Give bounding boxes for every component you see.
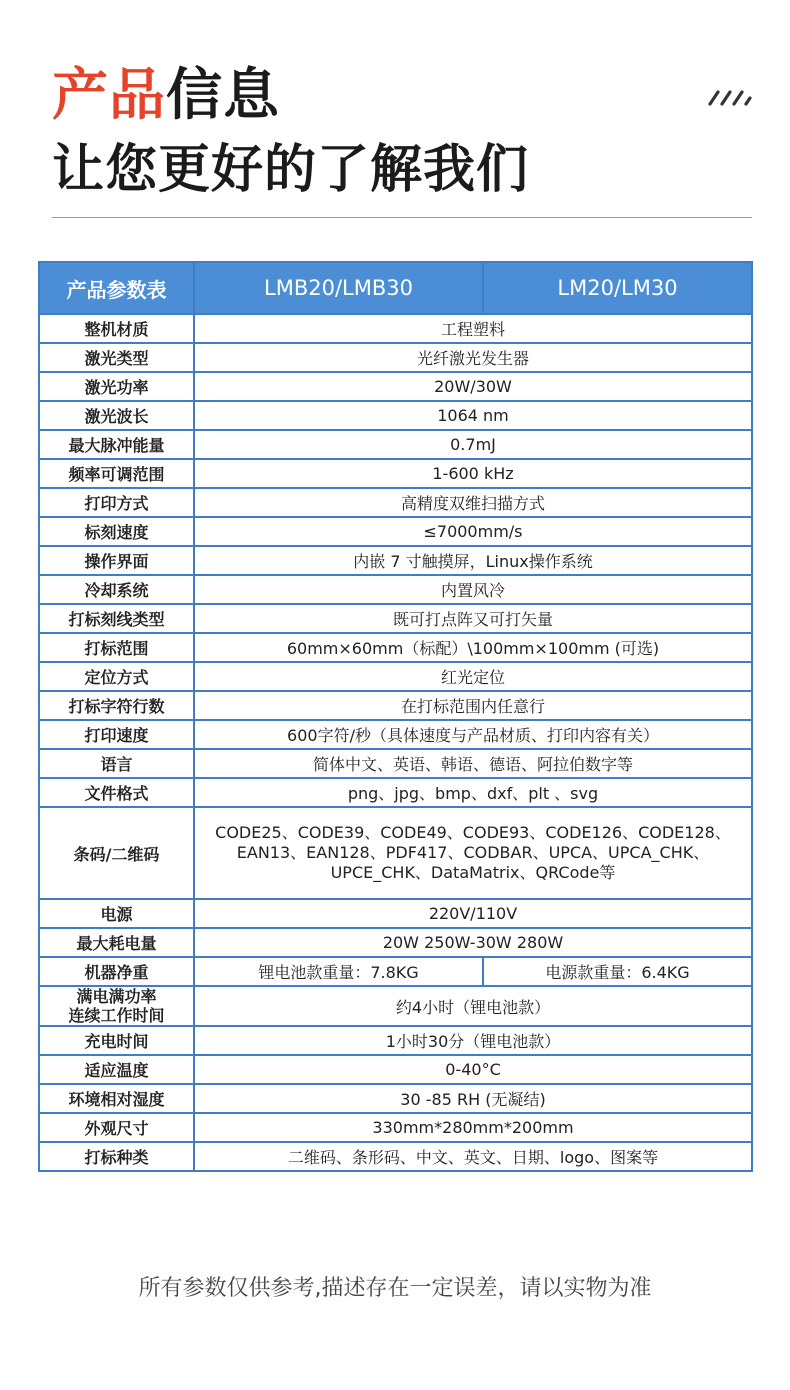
row-value: 光纤激光发生器 [194,343,752,372]
row-label: 打标刻线类型 [39,604,194,633]
row-label: 适应温度 [39,1055,194,1084]
table-row [39,1142,752,1171]
row-label: 最大耗电量 [39,928,194,957]
row-value-barcode [194,807,752,899]
row-value: 内嵌 7 寸触摸屏，Linux操作系统 [194,546,752,575]
table-row-barcode [39,807,752,899]
row-label: 语言 [39,749,194,778]
page-subtitle: 让您更好的了解我们 [52,140,530,200]
row-label: 激光类型 [39,343,194,372]
row-label: 条码/二维码 [39,807,194,899]
runtime-label-line: 连续工作时间 [68,1006,165,1025]
runtime-label-line: 满电满功率 [76,987,157,1006]
table-row [39,1055,752,1084]
row-label: 环境相对湿度 [39,1084,194,1113]
row-label: 打标种类 [39,1142,194,1171]
row-label: 打印方式 [39,488,194,517]
row-label: 外观尺寸 [39,1113,194,1142]
table-row-runtime [39,986,752,1026]
row-value: 20W 250W-30W 280W [194,928,752,957]
row-label: 电源 [39,899,194,928]
table-row [39,343,752,372]
row-value: 220V/110V [194,899,752,928]
table-row [39,899,752,928]
table-row [39,633,752,662]
row-value: 330mm*280mm*200mm [194,1113,752,1142]
row-value: 60mm×60mm（标配）\100mm×100mm (可选) [194,633,752,662]
divider [52,217,752,218]
table-row [39,546,752,575]
row-label: 充电时间 [39,1026,194,1055]
table-row [39,662,752,691]
barcode-line: UPCE_CHK、DataMatrix、QRCode等 [330,863,616,882]
table-row [39,1113,752,1142]
title-rest: 信息 [166,63,280,128]
row-value: 高精度双维扫描方式 [194,488,752,517]
row-label: 打印速度 [39,720,194,749]
table-row [39,575,752,604]
page-title [52,64,529,128]
row-label: 整机材质 [39,314,194,343]
row-value: 内置风冷 [194,575,752,604]
table-header-row [39,262,752,314]
table-row [39,1084,752,1113]
row-value: 既可打点阵又可打矢量 [194,604,752,633]
row-value: 0-40°C [194,1055,752,1084]
row-label: 打标字符行数 [39,691,194,720]
table-row [39,372,752,401]
table-row [39,401,752,430]
row-value: 约4小时（锂电池款） [194,986,752,1026]
row-value: 工程塑料 [194,314,752,343]
table-row [39,749,752,778]
table-row [39,928,752,957]
row-label: 定位方式 [39,662,194,691]
row-label: 激光功率 [39,372,194,401]
barcode-line: EAN13、EAN128、PDF417、CODBAR、UPCA、UPCA_CHK、 [236,843,710,862]
row-label: 标刻速度 [39,517,194,546]
row-value: 0.7mJ [194,430,752,459]
row-value: 1064 nm [194,401,752,430]
row-label: 最大脉冲能量 [39,430,194,459]
row-value: 1小时30分（锂电池款） [194,1026,752,1055]
row-value-weight-mains: 电源款重量：6.4KG [483,957,752,986]
row-label: 激光波长 [39,401,194,430]
spec-table [38,261,753,1172]
row-label: 打标范围 [39,633,194,662]
footnote: 所有参数仅供参考,描述存在一定误差，请以实物为准 [138,1276,652,1301]
table-row [39,691,752,720]
row-value: 红光定位 [194,662,752,691]
row-value: 二维码、条形码、中文、英文、日期、logo、图案等 [194,1142,752,1171]
header-cell-model-b: LM20/LM30 [483,262,752,314]
table-row [39,604,752,633]
row-value: ≤7000mm/s [194,517,752,546]
row-value: 30 -85 RH (无凝结) [194,1084,752,1113]
row-label: 机器净重 [39,957,194,986]
title-accent: 产品 [52,63,166,128]
row-value: 600字符/秒（具体速度与产品材质、打印内容有关） [194,720,752,749]
row-value: 在打标范围内任意行 [194,691,752,720]
row-label: 文件格式 [39,778,194,807]
triple-slash-icon [706,86,752,112]
header-cell-model-a: LMB20/LMB30 [194,262,483,314]
row-value: 20W/30W [194,372,752,401]
row-value-weight-battery: 锂电池款重量：7.8KG [194,957,483,986]
table-row [39,720,752,749]
row-value: 简体中文、英语、韩语、德语、阿拉伯数字等 [194,749,752,778]
table-row [39,517,752,546]
row-label: 冷却系统 [39,575,194,604]
table-row [39,459,752,488]
table-row [39,778,752,807]
row-value: 1-600 kHz [194,459,752,488]
header-cell-title: 产品参数表 [39,262,194,314]
table-row [39,430,752,459]
barcode-line: CODE25、CODE39、CODE49、CODE93、CODE126、CODE128、 [215,823,731,842]
table-row [39,314,752,343]
row-label: 频率可调范围 [39,459,194,488]
row-value: png、jpg、bmp、dxf、plt 、svg [194,778,752,807]
page-heading [52,64,529,202]
row-label-runtime [39,986,194,1026]
table-row [39,1026,752,1055]
row-label: 操作界面 [39,546,194,575]
table-row [39,488,752,517]
table-row-weight [39,957,752,986]
